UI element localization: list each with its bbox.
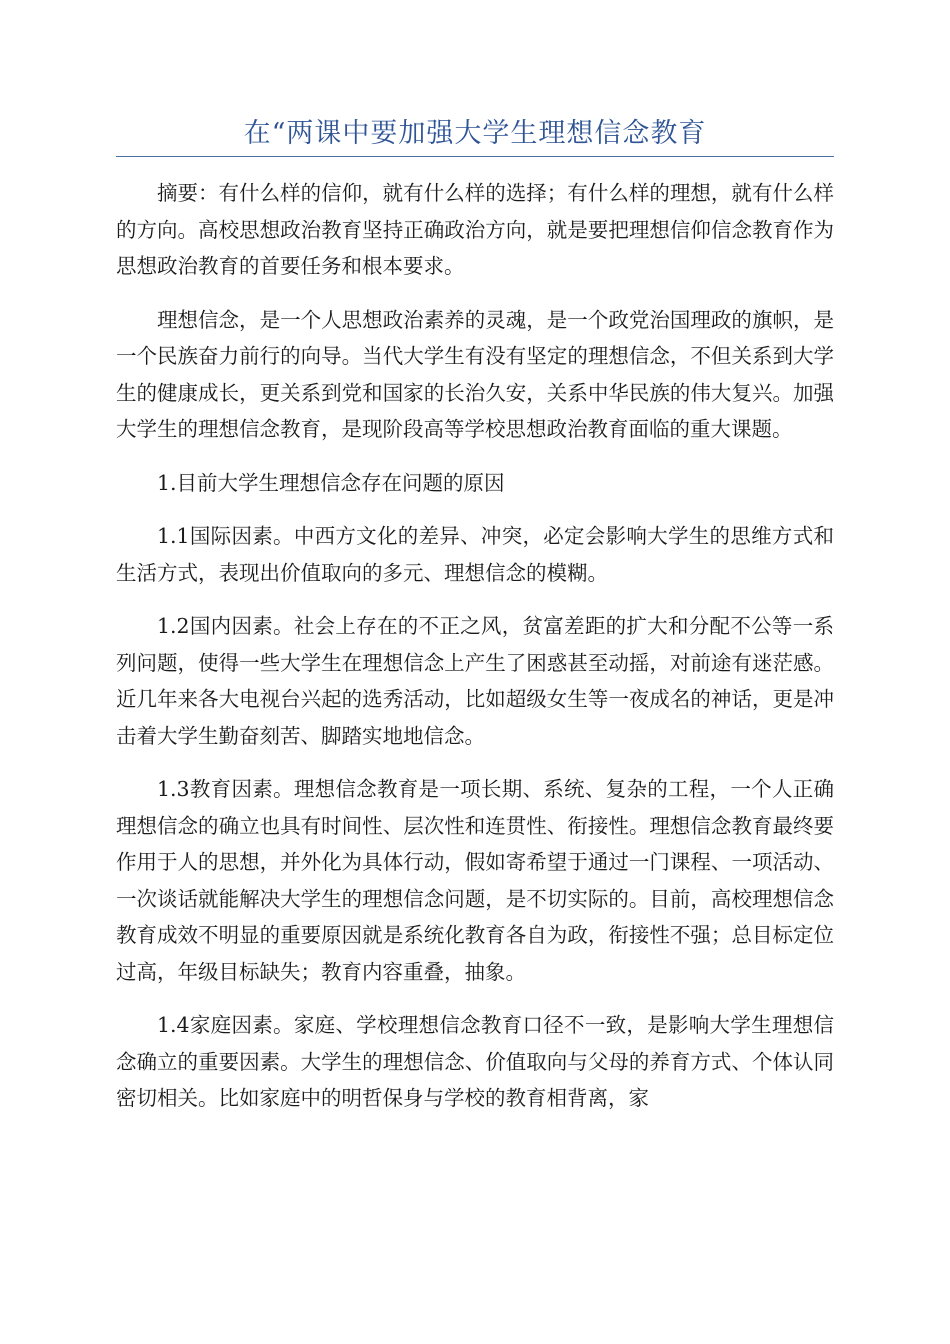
abstract-paragraph: 摘要：有什么样的信仰，就有什么样的选择；有什么样的理想，就有什么样的方向。高校思想政治教育坚持正确政治方向，就是要把理想信仰信念教育作为思想政治教育的首要任务和根本要求。 — [116, 181, 834, 278]
body-paragraph: 1.2国内因素。社会上存在的不正之风，贫富差距的扩大和分配不公等一系列问题，使得一些大学生在理想信念上产生了困惑甚至动摇，对前途有迷茫感。近几年来各大电视台兴起的选秀活动，比如超级女生等一夜成名的神话，更是冲击着大学生勤奋刻苦、脚踏实地地信念。 — [116, 614, 834, 748]
body-paragraph: 1.1国际因素。中西方文化的差异、冲突，必定会影响大学生的思维方式和生活方式，表现出价值取向的多元、理想信念的模糊。 — [116, 524, 834, 585]
section-heading: 1.目前大学生理想信念存在问题的原因 — [157, 470, 505, 495]
document-title: 在“两课中要加强大学生理想信念教育 — [243, 118, 707, 149]
document-body — [116, 175, 834, 1134]
body-paragraph: 1.4家庭因素。家庭、学校理想信念教育口径不一致，是影响大学生理想信念确立的重要因素。大学生的理想信念、价值取向与父母的养育方式、个体认同密切相关。比如家庭中的明哲保身与学校的教育相背离，家 — [116, 1013, 834, 1110]
body-paragraph: 1.3教育因素。理想信念教育是一项长期、系统、复杂的工程，一个人正确理想信念的确立也具有时间性、层次性和连贯性、衔接性。理想信念教育最终要作用于人的思想，并外化为具体行动，假如寄希望于通过一门课程、一项活动、一次谈话就能解决大学生的理想信念问题，是不切实际的。目前，高校理想信念教育成效不明显的重要原因就是系统化教育各自为政，衔接性不强；总目标定位过高，年级目标缺失；教育内容重叠，抽象。 — [116, 777, 834, 984]
title-block — [116, 112, 834, 157]
body-paragraph: 理想信念，是一个人思想政治素养的灵魂，是一个政党治国理政的旗帜，是一个民族奋力前行的向导。当代大学生有没有坚定的理想信念，不但关系到大学生的健康成长，更关系到党和国家的长治久安，关系中华民族的伟大复兴。加强大学生的理想信念教育，是现阶段高等学校思想政治教育面临的重大课题。 — [116, 307, 834, 441]
